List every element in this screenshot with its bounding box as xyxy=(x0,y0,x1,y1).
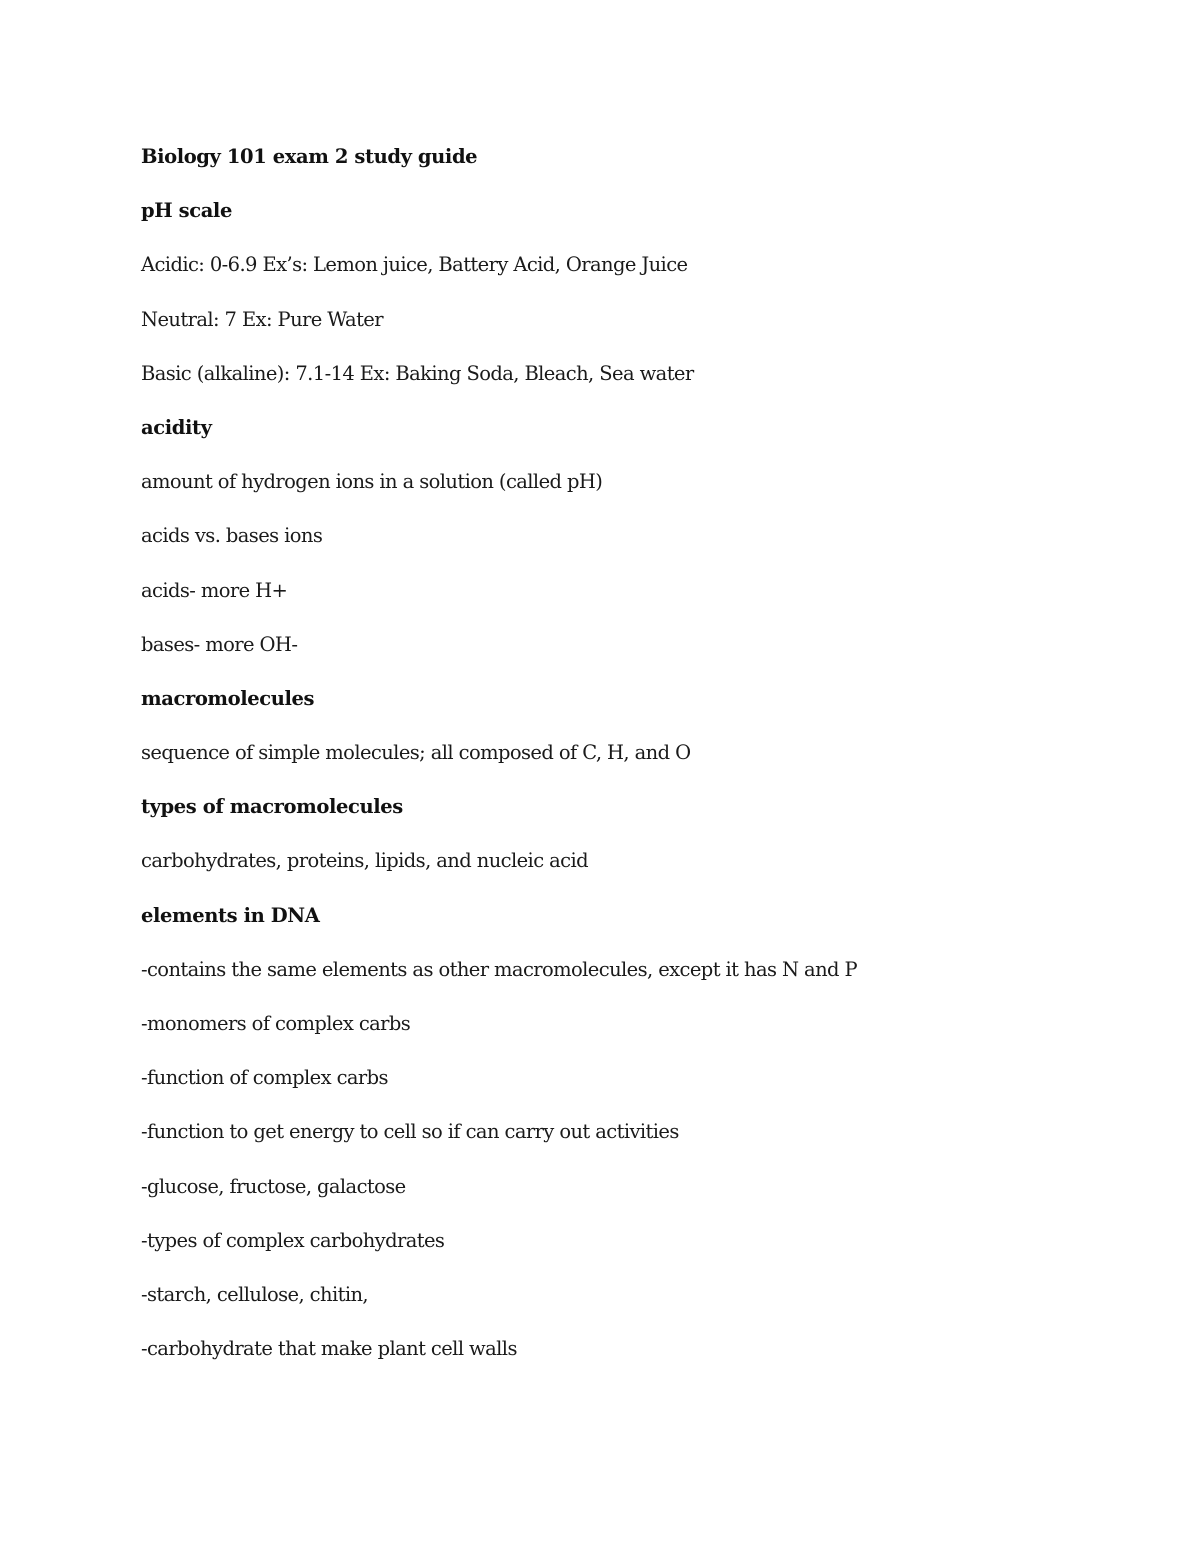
text-line: -contains the same elements as other macromolecules, except it has N and P xyxy=(141,957,858,981)
section-heading: acidity xyxy=(141,415,212,439)
text-line: amount of hydrogen ions in a solution (called pH) xyxy=(141,470,603,494)
text-line: bases- more OH- xyxy=(141,632,298,656)
text-line: carbohydrates, proteins, lipids, and nucleic acid xyxy=(141,849,588,873)
text-line: acids- more H+ xyxy=(141,578,288,602)
section-heading: types of macromolecules xyxy=(141,795,403,819)
text-line: Acidic: 0-6.9 Ex’s: Lemon juice, Battery Acid, Orange Juice xyxy=(141,253,688,277)
text-line: -carbohydrate that make plant cell walls xyxy=(141,1337,517,1361)
document-title: Biology 101 exam 2 study guide xyxy=(141,145,478,168)
text-line: Neutral: 7 Ex: Pure Water xyxy=(141,307,383,331)
section-heading: elements in DNA xyxy=(141,903,320,927)
text-line: acids vs. bases ions xyxy=(141,524,323,548)
text-line: Basic (alkaline): 7.1-14 Ex: Baking Soda, Bleach, Sea water xyxy=(141,361,694,385)
text-line: -function of complex carbs xyxy=(141,1066,388,1090)
text-line: -function to get energy to cell so if can carry out activities xyxy=(141,1120,679,1144)
text-line: -glucose, fructose, galactose xyxy=(141,1174,406,1198)
text-line: sequence of simple molecules; all composed of C, H, and O xyxy=(141,741,691,765)
document-body xyxy=(141,138,1101,1384)
text-line: -types of complex carbohydrates xyxy=(141,1228,445,1252)
section-heading: macromolecules xyxy=(141,686,315,710)
document-lines xyxy=(141,192,1101,1368)
text-line: -monomers of complex carbs xyxy=(141,1012,411,1035)
section-heading: pH scale xyxy=(141,199,232,223)
text-line: -starch, cellulose, chitin, xyxy=(141,1282,369,1306)
